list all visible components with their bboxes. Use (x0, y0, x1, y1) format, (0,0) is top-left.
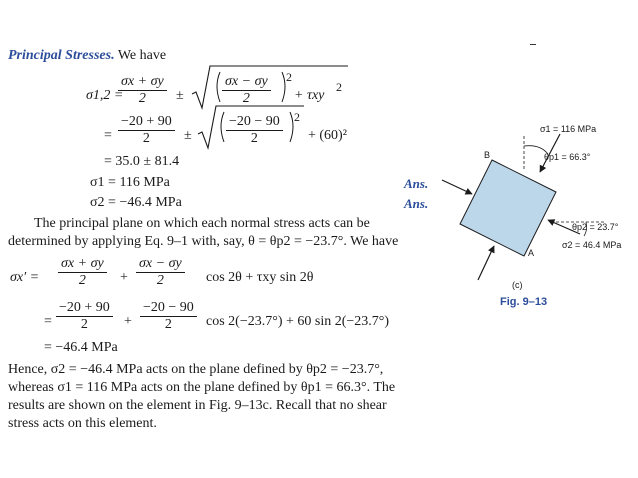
eq-sigma12-inner (222, 74, 271, 107)
eq-sigma12-lhs: σ1,2 = (86, 88, 124, 103)
eq-equals: = (104, 128, 112, 143)
fig-theta-p2-label: θp2 = 23.7° (572, 222, 619, 232)
eq-pm: ± (176, 88, 184, 103)
frac-den: 2 (242, 91, 250, 106)
frac-den: 2 (138, 91, 146, 106)
eq2-frac (118, 114, 175, 147)
ans-label-2: Ans. (404, 196, 429, 211)
eq2-tail: + (60)² (308, 128, 347, 143)
frac-den: 2 (142, 131, 150, 146)
frac-den: 2 (250, 131, 258, 146)
scan-artifact-mark (530, 44, 536, 45)
fig-sub-label: (c) (512, 280, 523, 290)
fig-corner-a: A (528, 248, 535, 258)
eq6-text: = −46.4 MPa (44, 340, 118, 355)
frac-num: −20 + 90 (56, 300, 113, 317)
para1-line2: determined by applying Eq. 9–1 with, say, θ = θp2 = −23.7°. We have (8, 234, 399, 249)
exp: 2 (336, 80, 342, 94)
section-heading (8, 48, 166, 64)
frac-den: 2 (156, 273, 164, 288)
frac-den: 2 (78, 273, 86, 288)
eq5-frac1 (56, 300, 113, 333)
sigma2-arrow-left (442, 180, 472, 194)
frac-den: 2 (164, 317, 172, 332)
eq5-frac2 (140, 300, 197, 333)
para2-line1: Hence, σ2 = −46.4 MPa acts on the plane defined by θp2 = −23.7°, (8, 362, 384, 377)
para2-line2: whereas σ1 = 116 MPa acts on the plane defined by θp1 = 66.3°. The (8, 380, 396, 395)
eq3-text: = 35.0 ± 81.4 (104, 154, 180, 169)
para1-line1: The principal plane on which each normal stress acts can be (34, 216, 370, 231)
eq-plus: + (124, 314, 132, 329)
eq-equals: = (44, 314, 52, 329)
frac-num: −20 − 90 (226, 114, 283, 131)
eq4-tail: cos 2θ + τxy sin 2θ (206, 270, 314, 285)
frac-num: −20 − 90 (140, 300, 197, 317)
fig-sigma2-label: σ2 = 46.4 MPa (562, 240, 622, 250)
eq-plus: + (120, 270, 128, 285)
eq-pm: ± (184, 128, 192, 143)
eq-tau-term: + τxy (294, 88, 325, 103)
para2-line4: stress acts on this element. (8, 416, 157, 431)
eq4-frac2 (136, 256, 185, 289)
stress-element-square (460, 160, 556, 256)
result-sigma1: σ1 = 116 MPa (90, 175, 170, 190)
exp: 2 (286, 70, 292, 84)
para2-line3: results are shown on the element in Fig. 9–13c. Recall that no shear (8, 398, 387, 413)
stress-element-figure (436, 110, 636, 310)
frac-den: 2 (80, 317, 88, 332)
section-title: Principal Stresses. (8, 48, 115, 63)
eq4-lhs: σx′ = (10, 270, 40, 285)
ans-label-1: Ans. (404, 176, 429, 191)
eq2-inner (226, 114, 283, 147)
frac-num: −20 + 90 (118, 114, 175, 131)
frac-num: σx − σy (222, 74, 271, 91)
frac-num: σx + σy (118, 74, 167, 91)
frac-num: σx + σy (58, 256, 107, 273)
eq5-tail: cos 2(−23.7°) + 60 sin 2(−23.7°) (206, 314, 390, 329)
result-sigma2: σ2 = −46.4 MPa (90, 195, 182, 210)
fig-corner-b: B (484, 150, 491, 160)
section-lead: We have (117, 48, 167, 63)
sigma1-arrow-bottom (478, 246, 494, 280)
fig-sigma1-label: σ1 = 116 MPa (540, 124, 597, 134)
fig-theta-p1-label: θp1 = 66.3° (544, 152, 591, 162)
eq4-frac1 (58, 256, 107, 289)
frac-num: σx − σy (136, 256, 185, 273)
figure-caption: Fig. 9–13 (500, 296, 548, 308)
eq-sigma12-frac1 (118, 74, 167, 107)
exp: 2 (294, 110, 300, 124)
